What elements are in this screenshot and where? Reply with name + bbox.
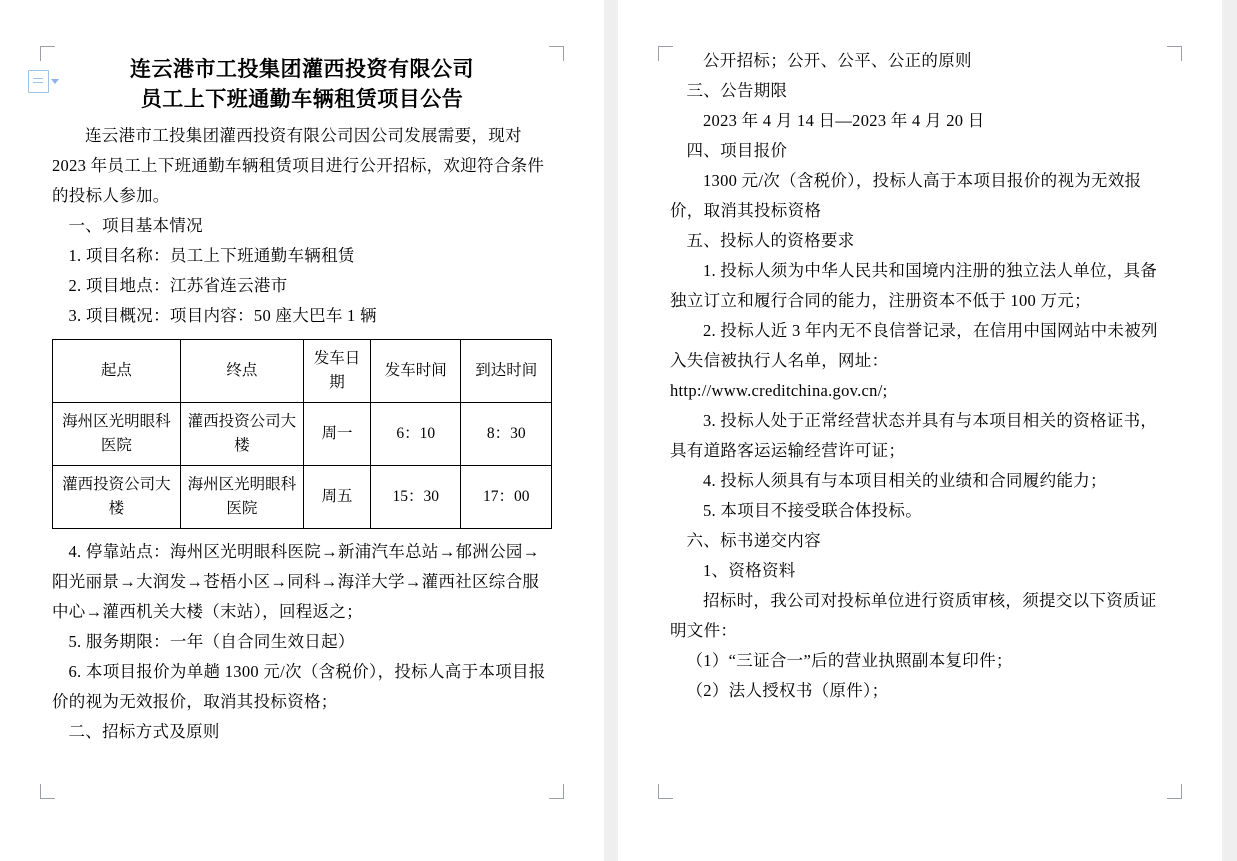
table-row [53,403,552,466]
cell-departure-day: 周五 [303,466,370,529]
qualification-item: 2. 投标人近 3 年内无不良信誉记录，在信用中国网站中未被列入失信被执行人名单，网址： [670,321,1158,371]
subsection-heading: 1、资格资料 [703,561,796,581]
table-row [53,466,552,529]
title-line-2: 员工上下班通勤车辆租赁项目公告 [140,87,464,112]
page-title [52,54,552,115]
chevron-down-icon[interactable] [51,79,59,84]
crop-mark-bottom-right [549,784,564,799]
qualification-item: 3. 投标人处于正常经营状态并具有与本项目相关的资格证书，具有道路客运运输经营许可证； [670,411,1158,461]
qualification-item: 1. 投标人须为中华人民共和国境内注册的独立法人单位，具备独立订立和履行合同的能力，注册资本不低于 100 万元； [670,261,1158,311]
title-line-1: 连云港市工投集团灌西投资有限公司 [130,57,474,81]
document-page-2 [618,0,1222,861]
list-item: 3. 项目概况：项目内容：50 座大巴车 1 辆 [68,305,377,325]
list-item: 2. 项目地点：江苏省连云港市 [68,275,288,295]
section-heading-1: 一、项目基本情况 [68,215,203,235]
submission-list-item: （1）“三证合一”后的营业执照副本复印件； [686,651,1013,671]
cell-origin: 灌西投资公司大楼 [53,466,181,529]
notice-period-text: 2023 年 4 月 14 日—2023 年 4 月 20 日 [703,111,985,131]
column-header-departure-time: 发车时间 [371,339,461,402]
submission-list-item: （2）法人授权书（原件）； [686,681,889,701]
section-heading-4: 四、项目报价 [686,141,788,161]
column-header-destination: 终点 [180,339,303,402]
document-object-handle[interactable] [28,70,59,93]
cell-departure-time: 15：30 [371,466,461,529]
cell-departure-time: 6：10 [371,403,461,466]
list-item: 4. 停靠站点：海州区光明眼科医院→新浦汽车总站→郁洲公园→阳光丽景→大润发→苍梧小区→同科→海洋大学→灌西社区综合服中心→灌西机关大楼（末站），回程返之； [52,542,540,622]
crop-mark-top-right [549,46,564,61]
crop-mark-bottom-right [1167,784,1182,799]
section-heading-3: 三、公告期限 [686,81,788,101]
section-heading-6: 六、标书递交内容 [686,531,821,551]
schedule-table [52,339,552,529]
qualification-item: 5. 本项目不接受联合体投标。 [703,501,922,521]
crop-mark-top-right [1167,46,1182,61]
crop-mark-top-left [658,46,673,61]
column-header-arrival-time: 到达时间 [461,339,552,402]
list-item: 6. 本项目报价为单趟 1300 元/次（含税价），投标人高于本项目报价的视为无效报价，取消其投标资格； [52,662,546,712]
project-price-text: 1300 元/次（含税价），投标人高于本项目报价的视为无效报价，取消其投标资格 [670,171,1142,221]
crop-mark-bottom-left [658,784,673,799]
section-heading-5: 五、投标人的资格要求 [686,231,855,251]
bid-method-text: 公开招标；公开、公平、公正的原则 [703,51,972,70]
submission-body: 招标时，我公司对投标单位进行资质审核，须提交以下资质证明文件： [670,591,1157,641]
cell-origin: 海州区光明眼科医院 [53,403,181,466]
column-header-origin: 起点 [53,339,181,402]
cell-departure-day: 周一 [303,403,370,466]
column-header-departure-day: 发车日期 [303,339,370,402]
table-header-row [53,339,552,402]
cell-destination: 海州区光明眼科医院 [180,466,303,529]
qualification-item: 4. 投标人须具有与本项目相关的业绩和合同履约能力； [703,471,1107,491]
list-item: 5. 服务期限：一年（自合同生效日起） [68,632,355,652]
section-heading-2: 二、招标方式及原则 [68,722,220,742]
cell-arrival-time: 8：30 [461,403,552,466]
cell-arrival-time: 17：00 [461,466,552,529]
crop-mark-bottom-left [40,784,55,799]
document-icon [28,70,49,93]
crop-mark-top-left [40,46,55,61]
intro-paragraph: 连云港市工投集团灌西投资有限公司因公司发展需要，现对 2023 年员工上下班通勤车辆租赁项目进行公开招标，欢迎符合条件的投标人参加。 [52,125,545,205]
document-page-1 [0,0,604,861]
list-item: 1. 项目名称：员工上下班通勤车辆租赁 [68,245,355,265]
credit-china-url[interactable]: http://www.creditchina.gov.cn/; [670,381,888,401]
cell-destination: 灌西投资公司大楼 [180,403,303,466]
